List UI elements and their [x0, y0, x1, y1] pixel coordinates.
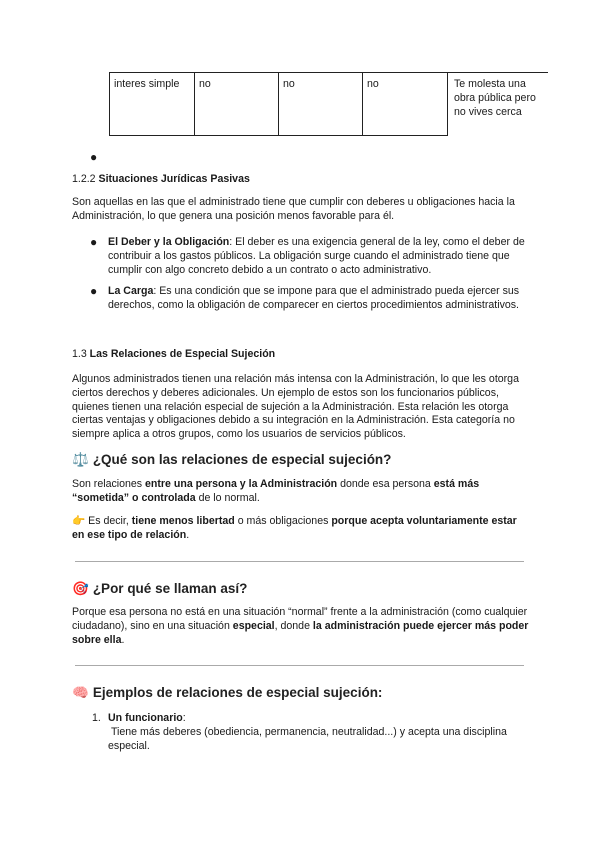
target-icon: 🎯 [72, 581, 89, 596]
text-run-bold: tiene menos libertad [131, 515, 235, 527]
divider [75, 665, 524, 666]
text-run: o más obligaciones [234, 515, 332, 527]
comparison-table [109, 72, 548, 136]
list-term: Un funcionario [108, 712, 183, 724]
brain-icon: 🧠 [72, 685, 89, 700]
bullet-icon: ● [90, 235, 98, 249]
section-heading [72, 348, 275, 362]
text-run: . [186, 528, 190, 541]
question-title: ¿Por qué se llaman así? [92, 581, 248, 596]
bullet-icon: ● [90, 284, 98, 298]
list-item [92, 236, 532, 277]
paragraph [72, 515, 532, 543]
table-cell: no [363, 73, 448, 136]
text-run: , donde [274, 619, 313, 632]
text-run: Porque esa persona no está en una situación “normal” frente a la administración (como cualquier ciudadano), sino en una situación [72, 606, 528, 632]
section-heading [72, 173, 250, 187]
text-run: Son relaciones [72, 478, 146, 490]
text-run: Es decir, [85, 515, 132, 527]
question-heading [72, 451, 391, 469]
table-cell: no [195, 73, 279, 136]
list-text: : Es una condición que se impone para que el administrado pueda ejercer sus derechos, como la obligación de comparecer en ciertos procedimientos administrativos. [108, 285, 520, 311]
list-number: 1. [92, 712, 101, 724]
pointing-hand-icon: 👉 [72, 515, 86, 527]
question-heading [72, 684, 382, 702]
list-text: : El deber es una exigencia general de la ley, como el deber de contribuir a los gastos públicos. La obligación surge cuando el administrado tiene que cumplir con algo concreto debido a un contrato o acto administrativo. [108, 236, 525, 276]
list-text: Tiene más deberes (obediencia, permanencia, neutralidad...) y acepta una disciplina especial. [108, 725, 507, 752]
text-run-bold: especial [232, 619, 275, 632]
question-title: Ejemplos de relaciones de especial sujeción: [92, 685, 383, 700]
list-colon: : [182, 712, 186, 724]
paragraph [72, 606, 532, 647]
text-run-bold: entre una persona y la Administración [145, 478, 338, 490]
scales-icon: ⚖️ [72, 452, 89, 467]
list-term: La Carga [108, 285, 154, 297]
empty-bullet-icon: ● [90, 150, 98, 164]
table-note-cell: Te molesta una obra pública pero no vives cerca [448, 73, 549, 136]
section-intro: Son aquellas en las que el administrado tiene que cumplir con deberes u obligaciones hacia la Administración, lo que genera una posición menos favorable para él. [72, 196, 515, 222]
text-run-bold: porque acepta voluntariamente estar en ese tipo de relación [72, 515, 517, 541]
table-cell: no [279, 73, 363, 136]
text-run: donde esa persona [337, 478, 434, 490]
section-number: 1.3 [72, 348, 90, 360]
text-run-bold: la administración puede ejercer más poder sobre ella [72, 619, 529, 646]
text-run-bold: está más “sometida” o controlada [72, 478, 480, 504]
section-text: Algunos administrados tienen una relación más intensa con la Administración, lo que les otorga ciertos derechos y deberes adicionales. Un ejemplo de estos son los funcionarios públicos, quienes tienen una relación especial de sujeción a la Administración. Esta relación les otorga ciertas ventajas y obligaciones debido a su integración en la Administración. Esta categoría no siempre aplica a otros grupos, como los usuarios de servicios públicos. [72, 373, 519, 441]
divider [75, 561, 524, 562]
list-item [92, 285, 532, 313]
list-term: El Deber y la Obligación [108, 236, 230, 248]
list-item [92, 712, 522, 753]
section-number: 1.2.2 [72, 173, 99, 185]
section-title: Las Relaciones de Especial Sujeción [89, 348, 276, 360]
table-row [110, 73, 549, 136]
paragraph [72, 478, 532, 506]
text-run: . [121, 633, 125, 646]
table-cell: interes simple [110, 73, 195, 136]
question-heading [72, 580, 247, 598]
text-run: de lo normal. [195, 491, 260, 504]
section-title: Situaciones Jurídicas Pasivas [98, 173, 250, 185]
question-title: ¿Qué son las relaciones de especial sujeción? [92, 452, 392, 467]
